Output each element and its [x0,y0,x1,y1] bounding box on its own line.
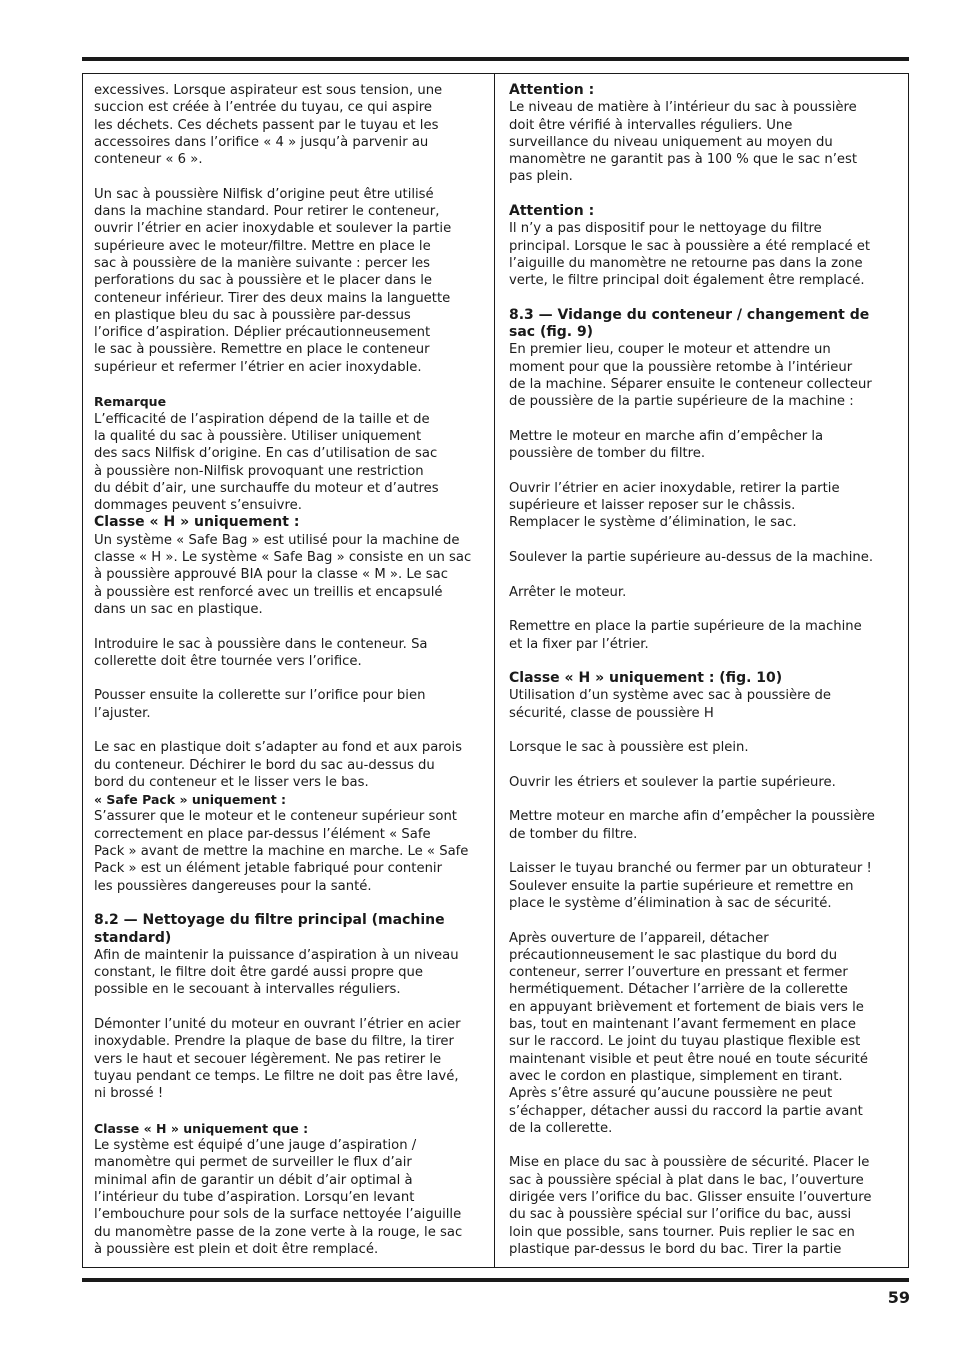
safe-pack-heading: « Safe Pack » uniquement : [94,792,287,808]
classe-h-que-heading: Classe « H » uniquement que : [94,1120,309,1136]
classe-h-fig-paragraph-4: Mettre moteur en marche afin d’empêcher la poussière de tomber du filtre. [509,809,875,842]
classe-h-fig-paragraph-1: Utilisation d’un système avec sac à poussière de sécurité, classe de poussière H [509,688,832,721]
classe-h-paragraph-4: Le sac en plastique doit s’adapter au fond et aux parois du conteneur. Déchirer le bord du sac au-dessus du bord du conteneur et le lisser vers le bas. [94,740,463,790]
section-8-2-paragraph-1: Afin de maintenir la puissance d’aspiration à un niveau constant, le filtre doit être gardé aussi propre que possible en le secouant à intervalles réguliers. [94,947,459,998]
classe-h-fig-10-heading: Classe « H » uniquement : (fig. 10) [509,670,783,687]
intro-paragraph: excessives. Lorsque aspirateur est sous tension, une succion est créée à l’entrée du tuyau, ce qui aspire les déchets. Ces déchets passent par le tuyau et les accessoires dans l’orifice « 4 » jusqu’à parvenir au conteneur « 6 ». [94,83,443,168]
section-8-2-heading: 8.2 — Nettoyage du filtre principal (machine standard) [94,912,445,946]
section-8-3-paragraph-4: Soulever la partie supérieure au-dessus de la machine. [509,550,874,566]
remarque-text: L’efficacité de l’aspiration dépend de la taille et de la qualité du sac à poussière. Utiliser uniquement des sacs Nilfisk d’origine. En cas d’utilisation de sac à poussière non-Nilfisk provoquant une restriction du débit d’air, une surchauffe du moteur et d’autres dommages peuvent s’ensuivre. [94,411,439,514]
classe-h-paragraph-1: Un système « Safe Bag » est utilisé pour la machine de classe « H ». Le système « Safe Bag » consiste en un sac à poussière approuvé BIA pour la classe « M ». Le sac à poussière est renforcé avec un treillis et encapsulé dans un sac en plastique. [94,532,472,617]
section-8-3-paragraph-6: Remettre en place la partie supérieure de la machine et la fixer par l’étrier. [509,619,862,652]
classe-h-fig-paragraph-7: Mise en place du sac à poussière de sécurité. Placer le sac à poussière spécial à plat dans le bac, l’ouverture dirigée vers l’orifice du bac. Glisser ensuite l’ouverture du sac à poussière spécial sur l’orifice du bac, aussi loin que possible, sans tourner. Puis replier le sac en plastique par-dessus le bord du bac. Tirer la partie [509,1155,872,1257]
nilfisk-bag-paragraph: Un sac à poussière Nilfisk d’origine peut être utilisé dans la machine standard. Pour retirer le conteneur, ouvrir l’étrier en acier inoxydable et soulever la partie supérieure avec le moteur/filtre. Mettre en place le sac à poussière de la manière suivante : percer les perforations du sac à poussière et le placer dans le conteneur inférieur. Tirer des deux mains la languette en plastique bleu du sac à poussière par-dessus l’orifice d’aspiration. Déplier précautionneusement le sac à poussière. Remettre en place le conteneur supérieur et refermer l’étrier en acier inoxydable. [94,186,452,375]
attention-text-1: Le niveau de matière à l’intérieur du sac à poussière doit être vérifié à intervalles réguliers. Une surveillance du niveau uniquement au moyen du manomètre ne garantit pas à 100 % que le sac n’est pas plein. [509,100,858,185]
classe-h-paragraph-3: Pousser ensuite la collerette sur l’orifice pour bien l’ajuster. [94,688,426,721]
classe-h-paragraph-2: Introduire le sac à poussière dans le conteneur. Sa collerette doit être tournée vers l’orifice. [94,636,428,669]
page-number: 59 [887,1288,910,1307]
bottom-rule [82,1278,909,1282]
section-8-3-paragraph-2: Mettre le moteur en marche afin d’empêcher la poussière de tomber du filtre. [509,428,824,462]
classe-h-fig-paragraph-5: Laisser le tuyau branché ou fermer par un obturateur ! Soulever ensuite la partie supérieure et remettre en place le système d’élimination à sac de sécurité. [509,861,872,911]
left-column [94,82,486,1258]
classe-h-heading: Classe « H » uniquement : [94,514,300,531]
safe-pack-text: S’assurer que le moteur et le conteneur supérieur sont correctement en place par-dessus l’élément « Safe Pack » avant de mettre la machine en marche. Le « Safe Pack » est un élément jetable fabriqué pour contenir les poussières dangereuses pour la santé. [94,809,469,894]
classe-h-que-text: Le système est équipé d’une jauge d’aspiration / manomètre qui permet de surveiller le flux d’air minimal afin de garantir un débit d’air optimal à l’intérieur du tube d’aspiration. Lorsqu’en levant l’embouchure pour sols de la surface nettoyée l’aiguille du manomètre passe de la zone verte à la rouge, le sac à poussière est plein et doit être remplacé. [94,1138,463,1257]
attention-text-2: Il n’y a pas dispositif pour le nettoyage du filtre principal. Lorsque le sac à poussière a été remplacé et l’aiguille du manomètre ne retourne pas dans la zone verte, le filtre principal doit également être remplacé. [509,221,871,289]
section-8-2-paragraph-2: Démonter l’unité du moteur en ouvrant l’étrier en acier inoxydable. Prendre la plaque de base du filtre, la tirer vers le haut et secouer légèrement. Ne pas retirer le tuyau pendant ce temps. Le filtre ne doit pas être lavé, ni brossé ! [94,1017,461,1102]
classe-h-fig-paragraph-6: Après ouverture de l’appareil, détacher précautionneusement le sac plastique du bord du conteneur, serrer l’ouverture en pressant et fermer hermétiquement. Détacher l’arrière de la collerette en appuyant brièvement et fortement de biais vers le bas, tout en maintenant l’avant fermement en place sur le raccord. Le joint du tuyau plastique flexible est maintenant visible et peut être noué en toute sécurité avec le cordon en plastique, simplement en tirant. Après s’être assuré qu’aucune poussière ne peut s’échapper, détacher aussi du raccord la partie avant de la collerette. [509,930,868,1136]
top-rule [82,57,909,61]
section-8-3-heading: 8.3 — Vidange du conteneur / changement de sac (fig. 9) [509,306,870,341]
classe-h-fig-paragraph-2: Lorsque le sac à poussière est plein. [509,740,749,756]
section-8-3-paragraph-1: En premier lieu, couper le moteur et attendre un moment pour que la poussière retombe à l’intérieur de la machine. Séparer ensuite le conteneur collecteur de poussière de la partie supérieure de la machine : [509,342,872,410]
section-8-3-paragraph-3: Ouvrir l’étrier en acier inoxydable, retirer la partie supérieure et laisser reposer sur le châssis. Remplacer le système d’élimination, le sac. [509,480,840,531]
section-8-3-paragraph-5: Arrêter le moteur. [509,584,627,600]
attention-heading-1: Attention : [509,82,595,98]
right-column [509,82,899,1258]
classe-h-fig-paragraph-3: Ouvrir les étriers et soulever la partie supérieure. [509,774,836,790]
remarque-heading: Remarque [94,394,167,410]
column-divider [494,73,495,1268]
attention-heading-2: Attention : [509,203,595,220]
